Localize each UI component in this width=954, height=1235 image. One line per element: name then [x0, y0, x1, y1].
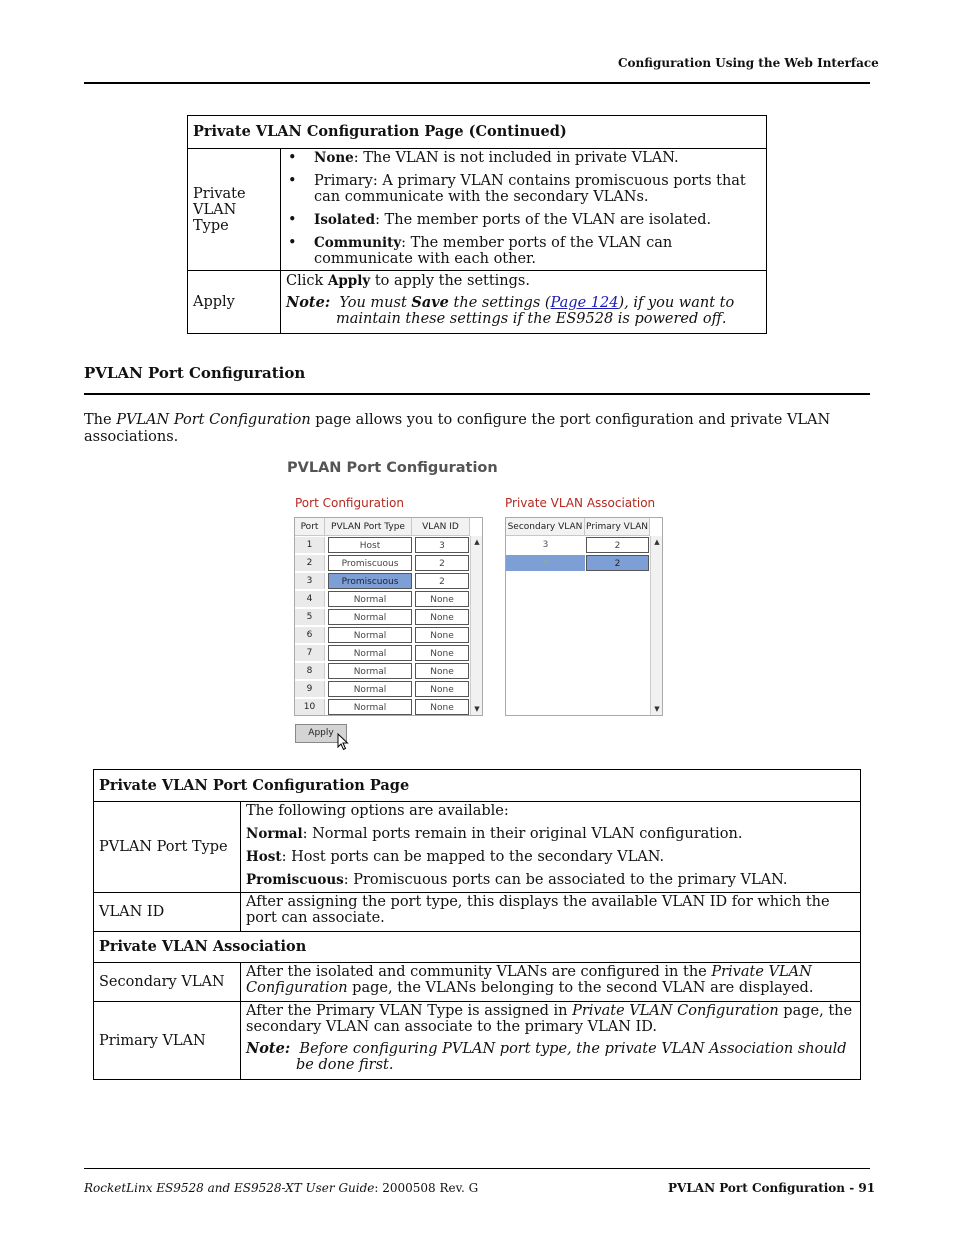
scroll-up-icon[interactable]: ▲: [474, 538, 480, 546]
row-label: Apply: [188, 271, 281, 334]
row-label: Secondary VLAN: [94, 963, 241, 1002]
vlan-id-cell[interactable]: 2: [415, 555, 469, 571]
vlan-id-cell[interactable]: None: [415, 645, 469, 661]
row-value: After the Primary VLAN Type is assigned in Private VLAN Configuration page, the secondary VLAN can associate to the primary VLAN ID. Note: Before configuring PVLAN port type, the private VLAN Association should be done first.: [241, 1002, 861, 1080]
secondary-vlan-cell[interactable]: 3: [542, 540, 549, 550]
note: Note: You must Save the settings (Page 124), if you want to maintain these settings if the ES9528 is powered off.: [286, 294, 735, 327]
note: Note: Before configuring PVLAN port type, the private VLAN Association should be done first.: [246, 1040, 847, 1073]
apply-button[interactable]: Apply: [295, 724, 347, 743]
scroll-up-icon[interactable]: ▲: [654, 538, 660, 546]
row-label: PVLAN Port Type: [94, 802, 241, 893]
port-type-cell[interactable]: Promiscuous: [328, 555, 412, 571]
port-number: 2: [295, 555, 325, 571]
association-grid-scrollbar[interactable]: [650, 536, 662, 715]
row-label: Primary VLAN: [94, 1002, 241, 1080]
list-item: • Isolated: The member ports of the VLAN are isolated.: [314, 212, 761, 228]
footer-guide: RocketLinx ES9528 and ES9528-XT User Guide: 2000508 Rev. G: [84, 1181, 479, 1195]
mouse-cursor-icon: [337, 733, 349, 751]
port-type-cell[interactable]: Normal: [328, 699, 412, 715]
row-value: After assigning the port type, this displays the available VLAN ID for which the port can associate.: [241, 893, 861, 932]
port-number: 10: [295, 699, 325, 715]
column-header: VLAN ID: [412, 518, 470, 536]
port-config-grid: [294, 517, 483, 716]
footer-rule: [84, 1168, 870, 1169]
row-label: Private VLAN Type: [188, 149, 281, 271]
port-number: 9: [295, 681, 325, 697]
list-item: • Primary: A primary VLAN contains promiscuous ports that can communicate with the secondary VLANs.: [314, 173, 761, 205]
port-type-cell[interactable]: Normal: [328, 663, 412, 679]
vlan-id-cell[interactable]: None: [415, 627, 469, 643]
row-value: Click Apply to apply the settings. Note: You must Save the settings (Page 124), if you want to maintain these settings if the ES9528 is powered off.: [281, 271, 767, 334]
vlan-id-cell[interactable]: None: [415, 699, 469, 715]
column-header: Secondary VLAN: [506, 518, 585, 536]
table-subcaption: Private VLAN Association: [94, 932, 861, 963]
vlan-id-cell[interactable]: None: [415, 663, 469, 679]
running-header: Configuration Using the Web Interface: [618, 56, 879, 70]
private-vlan-config-table: [187, 115, 767, 334]
row-value: The following options are available: Normal: Normal ports remain in their original VLAN configuration. Host: Host ports can be mapped to the secondary VLAN. Promiscuous: Promiscuous ports can be associated to the primary VLAN.: [241, 802, 861, 893]
port-number: 8: [295, 663, 325, 679]
page-link[interactable]: Page 124: [550, 295, 619, 311]
vlan-id-cell[interactable]: None: [415, 591, 469, 607]
port-config-heading: Port Configuration: [295, 496, 404, 510]
vlan-id-cell[interactable]: None: [415, 681, 469, 697]
port-type-cell[interactable]: Normal: [328, 591, 412, 607]
list-item: • Community: The member ports of the VLAN can communicate with each other.: [314, 235, 761, 267]
association-grid: [505, 517, 663, 716]
screenshot-title: PVLAN Port Configuration: [287, 460, 498, 476]
port-number: 1: [295, 537, 325, 553]
table-caption: Private VLAN Port Configuration Page: [94, 770, 861, 802]
primary-vlan-cell[interactable]: 2: [586, 555, 649, 571]
row-value: [281, 149, 767, 271]
section-rule: [84, 393, 870, 395]
secondary-vlan-cell[interactable]: 4: [506, 555, 585, 571]
port-type-cell[interactable]: Normal: [328, 645, 412, 661]
column-header: Primary VLAN: [585, 518, 650, 536]
row-value: After the isolated and community VLANs are configured in the Private VLAN Configuration page, the VLANs belonging to the second VLAN are displayed.: [241, 963, 861, 1002]
pvlan-port-config-table: [93, 769, 861, 1080]
port-type-cell[interactable]: Normal: [328, 681, 412, 697]
header-rule: [84, 82, 870, 84]
port-number: 5: [295, 609, 325, 625]
vlan-id-cell[interactable]: 3: [415, 537, 469, 553]
port-number: 3: [295, 573, 325, 589]
port-number: 7: [295, 645, 325, 661]
port-grid-scrollbar[interactable]: [470, 536, 482, 715]
list-item: • None: The VLAN is not included in private VLAN.: [314, 150, 761, 166]
port-type-cell[interactable]: Promiscuous: [328, 573, 412, 589]
scroll-down-icon[interactable]: ▼: [474, 705, 480, 713]
footer-page: PVLAN Port Configuration - 91: [668, 1181, 876, 1195]
row-label: VLAN ID: [94, 893, 241, 932]
port-number: 6: [295, 627, 325, 643]
scroll-down-icon[interactable]: ▼: [654, 705, 660, 713]
column-header: PVLAN Port Type: [325, 518, 412, 536]
port-number: 4: [295, 591, 325, 607]
association-heading: Private VLAN Association: [505, 496, 656, 510]
vlan-id-cell[interactable]: 2: [415, 573, 469, 589]
column-header: Port: [295, 518, 325, 536]
table-caption: Private VLAN Configuration Page (Continued): [188, 116, 767, 149]
intro-paragraph: The PVLAN Port Configuration page allows you to configure the port configuration and private VLAN associations.: [84, 412, 831, 445]
vlan-type-list: [286, 150, 761, 267]
primary-vlan-cell[interactable]: 2: [586, 537, 649, 553]
port-type-cell[interactable]: Normal: [328, 609, 412, 625]
vlan-id-cell[interactable]: None: [415, 609, 469, 625]
section-title: PVLAN Port Configuration: [84, 364, 306, 382]
port-type-cell[interactable]: Host: [328, 537, 412, 553]
port-type-cell[interactable]: Normal: [328, 627, 412, 643]
